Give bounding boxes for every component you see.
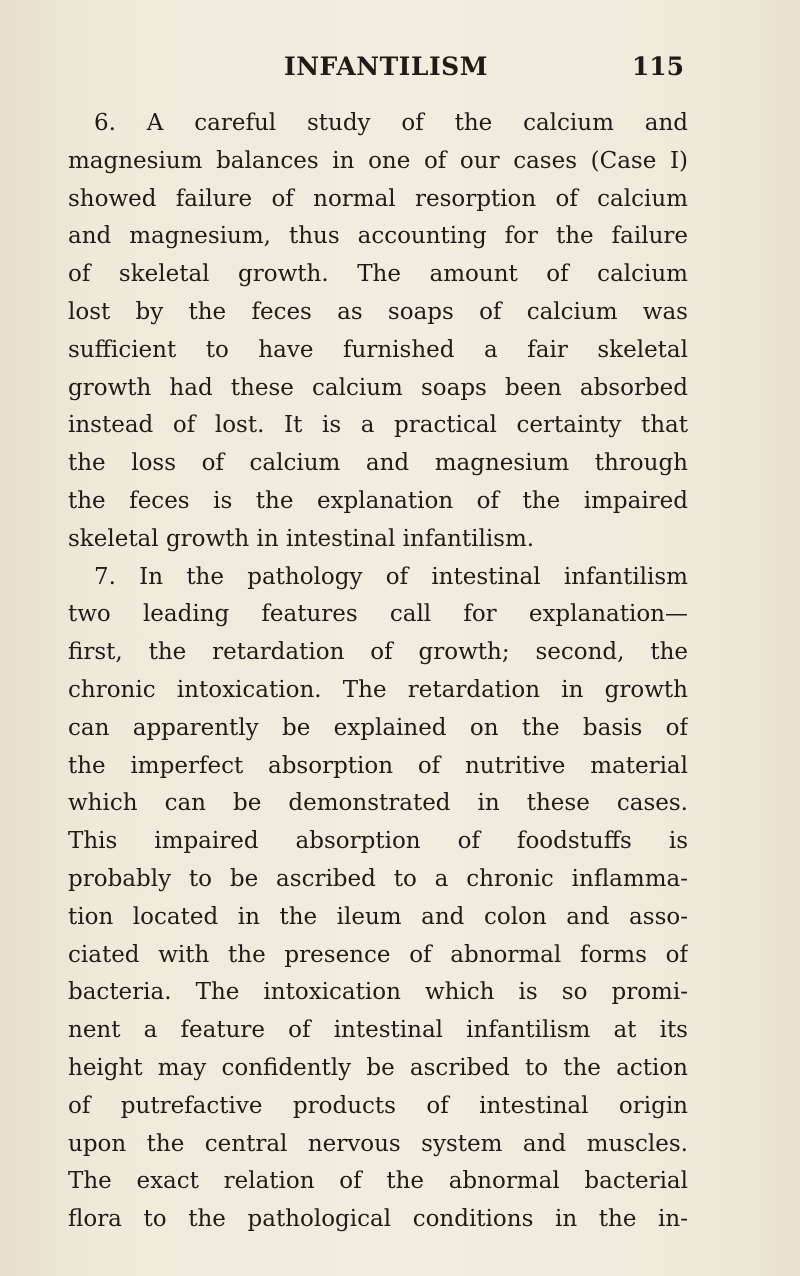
paragraph-6-line: sufficient to have furnished a fair skeletal xyxy=(68,336,688,363)
paragraph-6-line: 6. A careful study of the calcium and xyxy=(94,110,688,136)
paragraph-7-line: This impaired absorption of foodstuffs is xyxy=(68,828,688,855)
paragraph-6-line: of skeletal growth. The amount of calcium xyxy=(68,261,688,288)
paragraph-7-line: of putrefactive products of intestinal origin xyxy=(68,1092,688,1119)
paragraph-7-line: The exact relation of the abnormal bacterial xyxy=(68,1168,688,1195)
running-head xyxy=(68,52,684,92)
paragraph-7-line: two leading features call for explanation— xyxy=(68,601,688,628)
paragraph-6-line: magnesium balances in one of our cases (Case I) xyxy=(68,147,688,174)
paragraph-7-line: nent a feature of intestinal infantilism at its xyxy=(68,1017,688,1044)
paragraph-7-line: first, the retardation of growth; second, the xyxy=(68,639,688,666)
paragraph-6-line: and magnesium, thus accounting for the failure xyxy=(68,223,688,250)
paragraph-7-line: which can be demonstrated in these cases. xyxy=(68,790,688,817)
body-text xyxy=(68,105,688,1239)
paragraph-6-line: the loss of calcium and magnesium through xyxy=(68,450,688,477)
paragraph-7-line: chronic intoxication. The retardation in growth xyxy=(68,676,688,703)
paragraph-7-line: probably to be ascribed to a chronic inflamma- xyxy=(68,865,688,892)
paragraph-6-line: instead of lost. It is a practical certainty that xyxy=(68,412,688,439)
paragraph-7-line: height may confidently be ascribed to the action xyxy=(68,1054,688,1081)
paragraph-6-line: the feces is the explanation of the impaired xyxy=(68,487,688,514)
paragraph-7-line: bacteria. The intoxication which is so promi- xyxy=(68,979,688,1006)
paragraph-6-line: showed failure of normal resorption of calcium xyxy=(68,185,688,212)
page-number: 115 xyxy=(631,52,684,81)
paragraph-7-line: the imperfect absorption of nutritive material xyxy=(68,752,688,779)
paragraph-6-line: skeletal growth in intestinal infantilism. xyxy=(68,525,535,552)
paragraph-7-line: flora to the pathological conditions in the in- xyxy=(68,1206,688,1233)
paragraph-7-line: 7. In the pathology of intestinal infantilism xyxy=(94,563,688,590)
running-title: INFANTILISM xyxy=(284,52,488,81)
paragraph-7-line: ciated with the presence of abnormal forms of xyxy=(68,941,688,968)
paragraph-6-line: growth had these calcium soaps been absorbed xyxy=(68,374,688,401)
paragraph-7-line: upon the central nervous system and muscles. xyxy=(68,1130,688,1157)
paragraph-7-line: can apparently be explained on the basis of xyxy=(68,714,688,741)
paragraph-6-line: lost by the feces as soaps of calcium was xyxy=(68,298,688,325)
paragraph-7-line: tion located in the ileum and colon and asso- xyxy=(68,903,688,930)
